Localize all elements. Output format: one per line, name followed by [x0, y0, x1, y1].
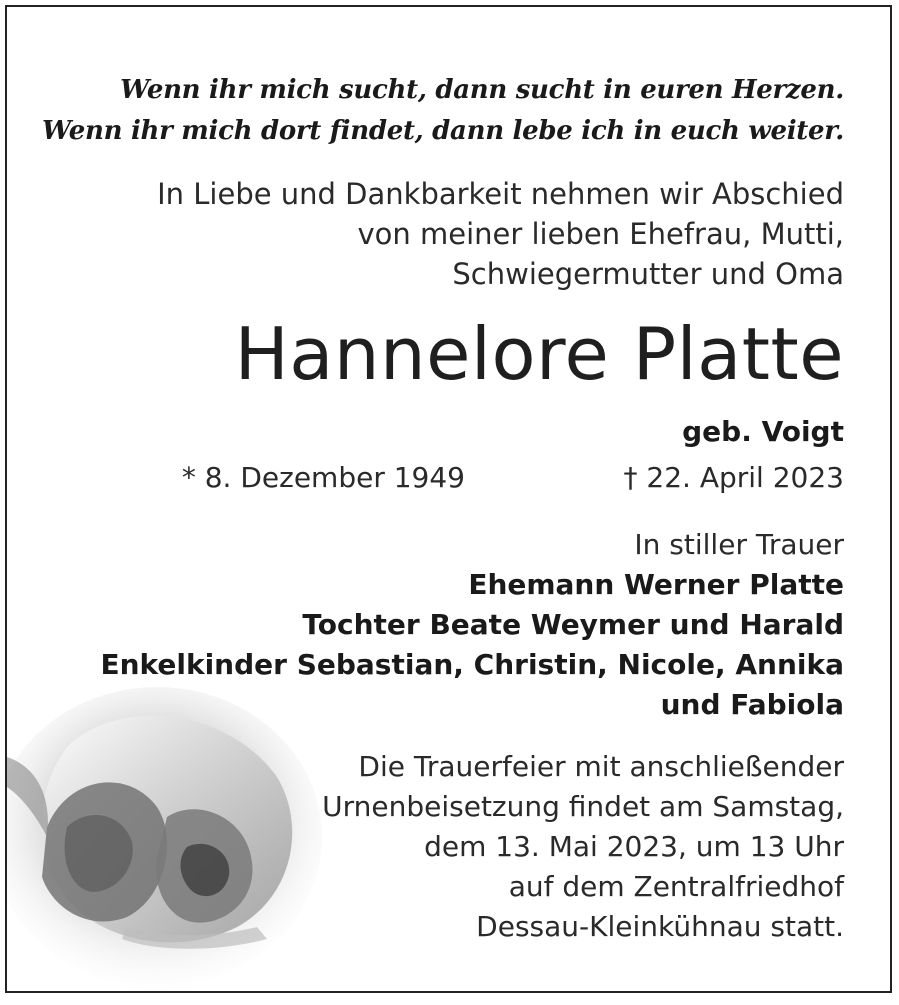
- birth-date: * 8. Dezember 1949: [181, 461, 465, 494]
- mourner-line-3: Enkelkinder Sebastian, Christin, Nicole, Annika: [100, 648, 844, 681]
- ceremony-line-4: auf dem Zentralfriedhof: [508, 870, 844, 903]
- ceremony-line-3: dem 13. Mai 2023, um 13 Uhr: [424, 830, 844, 863]
- intro-line-2: von meiner lieben Ehefrau, Mutti,: [357, 217, 844, 251]
- maiden-name: geb. Voigt: [682, 415, 844, 448]
- intro-line-3: Schwiegermutter und Oma: [452, 257, 844, 291]
- obituary-card: [5, 5, 892, 993]
- motto-line-2: Wenn ihr mich dort findet, dann lebe ich in euch weiter.: [42, 116, 844, 146]
- intro-line-1: In Liebe und Dankbarkeit nehmen wir Abschied: [157, 177, 844, 211]
- mourners-intro: In stiller Trauer: [634, 528, 844, 561]
- rose-image: [7, 677, 327, 993]
- motto-line-1: Wenn ihr mich sucht, dann sucht in euren Herzen.: [120, 75, 844, 105]
- mourner-line-4: und Fabiola: [660, 688, 844, 721]
- ceremony-line-2: Urnenbeisetzung findet am Samstag,: [322, 790, 844, 823]
- deceased-name: Hannelore Platte: [234, 312, 844, 396]
- ceremony-line-5: Dessau-Kleinkühnau statt.: [476, 910, 844, 943]
- ceremony-line-1: Die Trauerfeier mit anschließender: [358, 750, 844, 783]
- death-date: † 22. April 2023: [623, 461, 844, 494]
- mourner-line-2: Tochter Beate Weymer und Harald: [302, 608, 844, 641]
- mourner-line-1: Ehemann Werner Platte: [468, 568, 844, 601]
